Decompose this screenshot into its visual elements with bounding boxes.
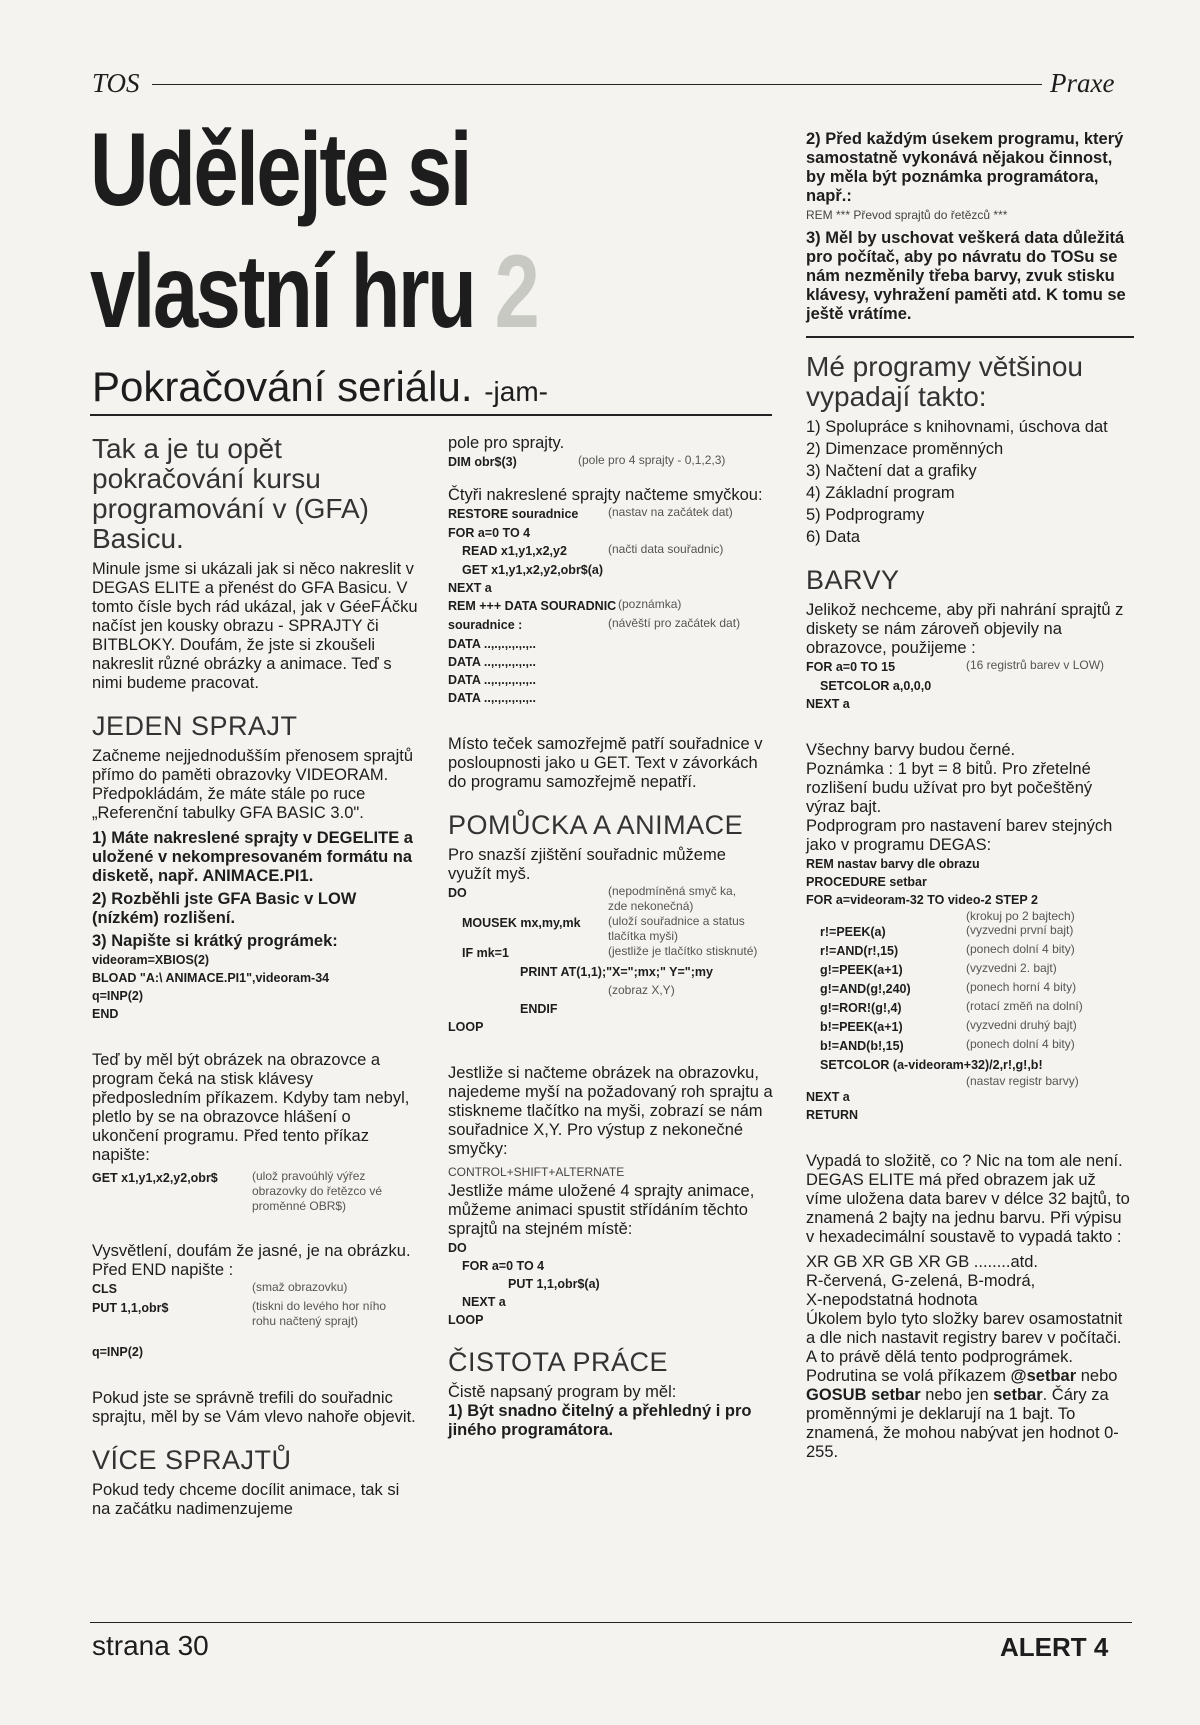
subtitle-text: Pokračování seriálu. xyxy=(92,363,473,410)
legend-line: X-nepodstatná hodnota xyxy=(806,1291,978,1309)
rem-example: REM *** Převod sprajtů do řetězců *** xyxy=(806,208,1008,222)
code-line: DATA ..,.,.,.,.,.,.. xyxy=(448,673,536,687)
title-line2-text: vlastní hru xyxy=(90,234,475,350)
list-item: 2) Dimenzace proměnných xyxy=(806,440,1004,458)
code-comment: (ulož pravoúhlý výřez obrazovky do řetězco vé proměnné OBR$) xyxy=(252,1169,383,1213)
step-3: 3) Napište si krátký prográmek: xyxy=(92,932,338,950)
legend-line: R-červená, G-zelená, B-modrá, xyxy=(806,1272,1036,1290)
code: b!=AND(b!,15) xyxy=(820,1039,904,1053)
paragraph xyxy=(806,1367,1134,1462)
code-row xyxy=(806,658,1134,677)
code-line: DATA ..,.,.,.,.,.,.. xyxy=(448,637,536,651)
paragraph: Čtyři nakreslené sprajty načteme smyčkou: xyxy=(448,486,763,504)
code-line: RETURN xyxy=(806,1108,859,1122)
rule-2: 2) Před každým úsekem programu, který samostatně vykonává nějakou činnost, by měla být poznámka programátora, např.: xyxy=(806,130,1124,205)
page-number: strana 30 xyxy=(92,1630,209,1661)
step-2: 2) Rozběhli jste GFA Basic v LOW (nízkém) rozlišení. xyxy=(92,890,357,927)
code-row xyxy=(448,944,773,963)
paragraph: Pro snazší zjištění souřadnic můžeme využít myš. xyxy=(448,846,726,883)
code: b!=PEEK(a+1) xyxy=(820,1020,903,1034)
paragraph: Poznámka : 1 byt = 8 bitů. Pro zřetelné rozlišení budu užívat pro byt počeštěný výraz bajt. xyxy=(806,760,1093,816)
paragraph: Pokud tedy chceme docílit animace, tak si na začátku nadimenzujeme xyxy=(92,1481,400,1518)
code-comment: (nepodmíněná smyč ka, zde nekonečná) xyxy=(608,884,737,913)
paragraph: Jestliže si načteme obrázek na obrazovku, najedeme myší na požadovaný roh sprajtu a stiskneme tlačítko na myši, zobrazí se nám souřadnice X,Y. Pro výstup z nekonečné smyčky: xyxy=(448,1064,773,1158)
code-row xyxy=(806,999,1134,1018)
code-comment: (jestliže je tlačítko stisknuté) xyxy=(608,944,758,958)
code: IF mk=1 xyxy=(462,946,509,960)
code: PUT 1,1,obr$ xyxy=(92,1301,169,1315)
code-row xyxy=(806,923,1134,942)
code-line: NEXT a xyxy=(806,1090,850,1104)
code-line: BLOAD "A:\ ANIMACE.PI1",videoram-34 xyxy=(92,971,330,985)
code-line: DO xyxy=(448,1241,467,1255)
section-heading-barvy: BARVY xyxy=(806,565,900,595)
header-rule xyxy=(152,84,1042,85)
code: RESTORE souradnice xyxy=(448,507,579,521)
code-row xyxy=(448,453,773,472)
column-1 xyxy=(92,434,422,1519)
code: FOR a=0 TO 15 xyxy=(806,660,896,674)
rule-1: 1) Být snadno čitelný a přehledný i pro jiného programátora. xyxy=(448,1402,752,1439)
code-row xyxy=(806,980,1134,999)
code-line: DATA ..,.,.,.,.,.,.. xyxy=(448,655,536,669)
code: REM +++ DATA SOURADNIC xyxy=(448,599,617,613)
code-line: videoram=XBIOS(2) xyxy=(92,953,210,967)
code-comment: (ponech dolní 4 bity) xyxy=(966,1037,1075,1051)
code-comment: (ponech horní 4 bity) xyxy=(966,980,1077,994)
code-line: LOOP xyxy=(448,1020,484,1034)
code: DO xyxy=(448,886,467,900)
section-heading-cistota-prace: ČISTOTA PRÁCE xyxy=(448,1347,669,1377)
list-item: 6) Data xyxy=(806,528,861,546)
paragraph: Vysvětlení, doufám že jasné, je na obrázku. Před END napište : xyxy=(92,1242,411,1279)
code-line: NEXT a xyxy=(448,581,492,595)
code-comment: (16 registrů barev v LOW) xyxy=(966,658,1105,672)
list-item: 1) Spolupráce s knihovnami, úschova dat xyxy=(806,418,1108,436)
paragraph: Jelikož nechceme, aby při nahrání sprajtů z diskety se nám zároveň objevily na obrazovce, použijeme : xyxy=(806,601,1124,657)
code: READ x1,y1,x2,y2 xyxy=(462,544,567,558)
subtitle-rule xyxy=(90,414,772,416)
section-heading-pomucka: POMŮCKA A ANIMACE xyxy=(448,810,744,840)
text: nebo xyxy=(1076,1367,1118,1385)
code-row xyxy=(806,1037,1134,1056)
code: MOUSEK mx,my,mk xyxy=(462,916,581,930)
code: g!=AND(g!,240) xyxy=(820,982,911,996)
list-item: 4) Základní program xyxy=(806,484,955,502)
paragraph: Úkolem bylo tyto složky barev osamostatnit a dle nich nastavit registry barev v počítači. A to právě dělá tento podprográmek. xyxy=(806,1310,1123,1366)
title-part-number: 2 xyxy=(494,234,538,350)
lead-heading: Mé programy většinou vypadají takto: xyxy=(806,351,1084,412)
call-example: @setbar xyxy=(1010,1367,1077,1385)
article-title-line2 xyxy=(90,234,538,350)
paragraph: Začneme nejjednodušším přenosem sprajtů přímo do paměti obrazovky VIDEORAM. Předpokládám, že máte stále po ruce „Referenční tabulky GFA BASIC 3.0". xyxy=(92,747,414,822)
code-line: SETCOLOR a,0,0,0 xyxy=(820,679,932,693)
list-item: 5) Podprogramy xyxy=(806,506,925,524)
section-heading-vice-sprajtu: VÍCE SPRAJTŮ xyxy=(92,1445,292,1475)
author-tag: -jam- xyxy=(484,376,548,407)
code-comment: (návěští pro začátek dat) xyxy=(608,616,741,630)
code-line: GET x1,y1,x2,y2,obr$(a) xyxy=(462,563,604,577)
code-line: PRINT AT(1,1);"X=";mx;" Y=";my xyxy=(520,965,713,979)
paragraph: pole pro sprajty. xyxy=(448,434,565,452)
code-line: LOOP xyxy=(448,1313,484,1327)
code-comment: (nastav registr barvy) xyxy=(966,1074,1079,1088)
article-subtitle xyxy=(92,363,548,411)
code-line: ENDIF xyxy=(520,1002,558,1016)
key-combination: CONTROL+SHIFT+ALTERNATE xyxy=(448,1165,625,1179)
text: Podrutina se volá příkazem xyxy=(806,1367,1006,1385)
code-row xyxy=(448,542,773,561)
code-line: q=INP(2) xyxy=(92,1345,144,1359)
call-example: setbar xyxy=(993,1386,1043,1404)
intro-paragraph: Minule jsme si ukázali jak si něco nakreslit v DEGAS ELITE a přenést do GFA Basicu. V tomto čísle bych rád ukázal, jak v GéeFÁčku načíst jen kousky obrazu - SPRAJTY či BITBLOKY. Doufám, že jste si zkoušeli nakreslit různé obrázky a animace. Teď s nimi budeme pracovat. xyxy=(92,560,418,692)
hex-example: XR GB XR GB XR GB ........atd. xyxy=(806,1253,1038,1271)
paragraph: Čistě napsaný program by měl: xyxy=(448,1383,677,1401)
header-section-right: Praxe xyxy=(1050,68,1115,98)
code-comment: (načti data souřadnic) xyxy=(608,542,724,556)
code-row xyxy=(806,942,1134,961)
paragraph: Všechny barvy budou černé. xyxy=(806,741,1016,759)
code: souradnice : xyxy=(448,618,523,632)
code: r!=PEEK(a) xyxy=(820,925,886,939)
code: DIM obr$(3) xyxy=(448,455,517,469)
code: GET x1,y1,x2,y2,obr$ xyxy=(92,1171,218,1185)
code-comment: (vyzvedni 2. bajt) xyxy=(966,961,1057,975)
column-rule xyxy=(806,336,1134,338)
code: g!=PEEK(a+1) xyxy=(820,963,903,977)
text: . Čáry za proměnnými je deklarují na 1 bajt. To znamená, že mohou nabývat jen hodnot 0-255. xyxy=(806,1386,1119,1461)
paragraph: Místo teček samozřejmě patří souřadnice v posloupnosti jako u GET. Text v závorkách do programu samozřejmě nepatří. xyxy=(448,735,763,791)
call-example: GOSUB setbar xyxy=(806,1386,921,1404)
code-comment: (smaž obrazovku) xyxy=(252,1280,348,1294)
code-line: PUT 1,1,obr$(a) xyxy=(508,1277,600,1291)
code-row xyxy=(806,1018,1134,1037)
code-row xyxy=(448,884,773,914)
text: nebo jen xyxy=(920,1386,994,1404)
code-comment: (vyzvedni první bajt) xyxy=(966,923,1074,937)
code: r!=AND(r!,15) xyxy=(820,944,899,958)
paragraph: Pokud jste se správně trefili do souřadnic sprajtu, měl by se Vám vlevo nahoře objevit. xyxy=(92,1389,416,1426)
code-row xyxy=(448,597,773,616)
code-row xyxy=(92,1169,422,1214)
code-row xyxy=(92,1299,422,1329)
code-comment: (zobraz X,Y) xyxy=(608,983,675,997)
code-comment: (tiskni do levého hor ního rohu načtený sprajt) xyxy=(252,1299,387,1328)
code-line: NEXT a xyxy=(806,697,850,711)
paragraph: Podprogram pro nastavení barev stejných jako v programu DEGAS: xyxy=(806,817,1113,854)
code-row xyxy=(448,505,773,524)
code: g!=ROR!(g!,4) xyxy=(820,1001,902,1015)
code-comment: (krokuj po 2 bajtech) xyxy=(966,909,1075,923)
code-row xyxy=(92,1280,422,1299)
code: CLS xyxy=(92,1282,117,1296)
paragraph: Jestliže máme uložené 4 sprajty animace, můžeme animaci spustit střídáním těchto sprajtů na stejném místě: xyxy=(448,1182,755,1238)
code-comment: (uloží souřadnice a status tlačítka myši) xyxy=(608,914,745,943)
code-comment: (ponech dolní 4 bity) xyxy=(966,942,1075,956)
paragraph: Teď by měl být obrázek na obrazovce a program čeká na stisk klávesy předposledním příkazem. Kdyby tam nebyl, pletlo by se na obrazovce hlášení o ukončení programu. Před tento příkaz napište: xyxy=(92,1051,410,1164)
code-line: END xyxy=(92,1007,119,1021)
code-line: NEXT a xyxy=(462,1295,506,1309)
rule-3: 3) Měl by uschovat veškerá data důležitá pro počítač, aby po návratu do TOSu se nám nezměnily třeba barvy, zvuk stisku klávesy, vyhražení paměti atd. K tomu se ještě vrátíme. xyxy=(806,229,1126,323)
footer-rule xyxy=(90,1622,1132,1623)
header-section-left: TOS xyxy=(92,68,140,98)
column-3 xyxy=(806,130,1134,1462)
code-line: FOR a=0 TO 4 xyxy=(462,1259,545,1273)
paragraph: Vypadá to složitě, co ? Nic na tom ale není. DEGAS ELITE má před obrazem jak už víme uložena data barev v délce 32 bajtů, to znamená 2 bajty na jednu barvu. Při výpisu v hexadecimální soustavě to vypadá takto : xyxy=(806,1152,1130,1246)
code-row xyxy=(448,616,773,635)
lead-paragraph: Tak a je tu opět pokračování kursu programování v (GFA) Basicu. xyxy=(92,433,369,554)
code-row xyxy=(806,961,1134,980)
code-line: FOR a=videoram-32 TO video-2 STEP 2 xyxy=(806,893,1038,907)
code-row xyxy=(448,914,773,944)
code-line: DATA ..,.,.,.,.,.,.. xyxy=(448,691,536,705)
code-line: SETCOLOR (a-videoram+32)/2,r!,g!,b! xyxy=(820,1058,1043,1072)
article-title-line1: Udělejte si xyxy=(90,112,471,228)
code-line: q=INP(2) xyxy=(92,989,144,1003)
section-heading-jeden-sprajt: JEDEN SPRAJT xyxy=(92,711,298,741)
code-line: FOR a=0 TO 4 xyxy=(448,526,531,540)
code-line: REM nastav barvy dle obrazu xyxy=(806,857,980,871)
code-line: PROCEDURE setbar xyxy=(806,875,927,889)
code-comment: (rotací změň na dolní) xyxy=(966,999,1083,1013)
list-item: 3) Načtení dat a grafiky xyxy=(806,462,977,480)
column-2 xyxy=(448,434,773,1440)
code-comment: (nastav na začátek dat) xyxy=(608,505,733,519)
step-1: 1) Máte nakreslené sprajty v DEGELITE a uložené v nekompresovaném formátu na disketě, např. ANIMACE.PI1. xyxy=(92,829,413,885)
magazine-name: ALERT 4 xyxy=(1000,1632,1109,1662)
code-comment: (pole pro 4 sprajty - 0,1,2,3) xyxy=(578,453,726,467)
code-comment: (poznámka) xyxy=(618,597,682,611)
code-comment: (vyzvedni druhý bajt) xyxy=(966,1018,1077,1032)
